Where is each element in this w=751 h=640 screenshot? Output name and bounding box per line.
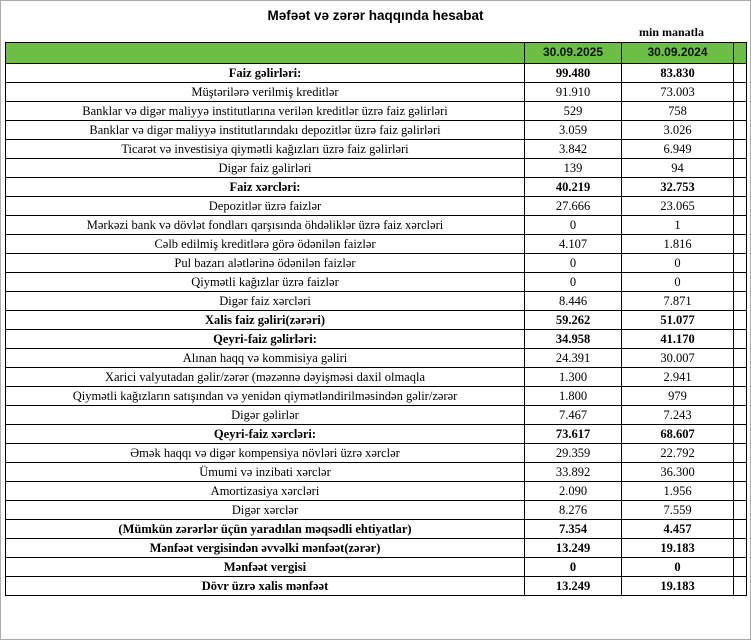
table-row (6, 406, 747, 425)
row-value: 19.183 (622, 539, 734, 558)
row-spacer (734, 406, 747, 425)
row-value: 0 (525, 216, 622, 235)
row-spacer (734, 387, 747, 406)
table-row (6, 292, 747, 311)
table-row (6, 520, 747, 539)
row-label: Qeyri-faiz xərcləri: (6, 425, 525, 444)
row-spacer (734, 539, 747, 558)
row-spacer (734, 254, 747, 273)
row-spacer (734, 159, 747, 178)
row-spacer (734, 482, 747, 501)
row-value: 24.391 (525, 349, 622, 368)
row-spacer (734, 197, 747, 216)
table-row (6, 216, 747, 235)
row-spacer (734, 520, 747, 539)
unit-label: min manatla (638, 25, 704, 39)
table-row (6, 64, 747, 83)
header-spacer-cell (734, 43, 747, 64)
table-row (6, 444, 747, 463)
table-row (6, 235, 747, 254)
row-label: Dövr üzrə xalis mənfəət (6, 577, 525, 596)
row-value: 32.753 (622, 178, 734, 197)
row-label: Amortizasiya xərcləri (6, 482, 525, 501)
row-label: Banklar və digər maliyyə institutlarına verilən kreditlər üzrə faiz gəlirləri (6, 102, 525, 121)
row-spacer (734, 102, 747, 121)
row-label: Digər faiz gəlirləri (6, 159, 525, 178)
row-value: 41.170 (622, 330, 734, 349)
table-row (6, 311, 747, 330)
row-spacer (734, 178, 747, 197)
row-value: 7.871 (622, 292, 734, 311)
row-value: 4.107 (525, 235, 622, 254)
row-spacer (734, 121, 747, 140)
row-spacer (734, 330, 747, 349)
table-row (6, 83, 747, 102)
table-row (6, 501, 747, 520)
row-spacer (734, 444, 747, 463)
row-value: 99.480 (525, 64, 622, 83)
row-value: 22.792 (622, 444, 734, 463)
row-label: Əmək haqqı və digər kompensiya növləri üzrə xərclər (6, 444, 525, 463)
row-label: Cəlb edilmiş kreditlərə görə ödənilən faizlər (6, 235, 525, 254)
row-value: 0 (622, 273, 734, 292)
row-value: 1.816 (622, 235, 734, 254)
row-value: 59.262 (525, 311, 622, 330)
row-value: 68.607 (622, 425, 734, 444)
row-value: 34.958 (525, 330, 622, 349)
row-value: 51.077 (622, 311, 734, 330)
row-label: Digər gəlirlər (6, 406, 525, 425)
row-value: 0 (525, 273, 622, 292)
row-value: 7.243 (622, 406, 734, 425)
table-row (6, 387, 747, 406)
row-spacer (734, 311, 747, 330)
row-label: Qeyri-faiz gəlirləri: (6, 330, 525, 349)
row-label: Müştərilərə verilmiş kreditlər (6, 83, 525, 102)
row-value: 29.359 (525, 444, 622, 463)
row-value: 13.249 (525, 577, 622, 596)
table-row (6, 178, 747, 197)
table-row (6, 463, 747, 482)
table-row (6, 425, 747, 444)
row-label: Digər xərclər (6, 501, 525, 520)
row-value: 139 (525, 159, 622, 178)
row-value: 2.090 (525, 482, 622, 501)
header-empty-cell (6, 43, 525, 64)
row-value: 1 (622, 216, 734, 235)
row-label: Xalis faiz gəliri(zərəri) (6, 311, 525, 330)
row-spacer (734, 83, 747, 102)
row-value: 27.666 (525, 197, 622, 216)
table-row (6, 254, 747, 273)
page-title: Məfəət və zərər haqqında hesabat (267, 8, 484, 23)
row-value: 8.446 (525, 292, 622, 311)
row-label: Banklar və digər maliyyə institutlarındakı depozitlər üzrə faiz gəlirləri (6, 121, 525, 140)
row-value: 94 (622, 159, 734, 178)
row-label: Ticarət və investisiya qiymətli kağızları üzrə faiz gəlirləri (6, 140, 525, 159)
row-spacer (734, 292, 747, 311)
table-row (6, 273, 747, 292)
row-value: 40.219 (525, 178, 622, 197)
table-row (6, 197, 747, 216)
header-date-2025: 30.09.2025 (525, 43, 622, 64)
row-spacer (734, 216, 747, 235)
row-label: Qiymətli kağızların satışından və yenidən qiymətləndirilməsindən gəlir/zərər (6, 387, 525, 406)
row-value: 73.617 (525, 425, 622, 444)
profit-loss-table (5, 42, 747, 596)
row-label: Alınan haqq və kommisiya gəliri (6, 349, 525, 368)
row-value: 0 (525, 558, 622, 577)
table-row (6, 102, 747, 121)
row-value: 979 (622, 387, 734, 406)
row-spacer (734, 368, 747, 387)
row-value: 529 (525, 102, 622, 121)
row-spacer (734, 425, 747, 444)
row-value: 3.842 (525, 140, 622, 159)
row-label: Ümumi və inzibati xərclər (6, 463, 525, 482)
row-value: 1.300 (525, 368, 622, 387)
row-value: 83.830 (622, 64, 734, 83)
row-value: 7.467 (525, 406, 622, 425)
table-row (6, 349, 747, 368)
table-row (6, 159, 747, 178)
row-label: Qiymətli kağızlar üzrə faizlər (6, 273, 525, 292)
row-value: 7.354 (525, 520, 622, 539)
row-value: 1.956 (622, 482, 734, 501)
table-body (6, 64, 747, 596)
row-value: 33.892 (525, 463, 622, 482)
row-value: 0 (525, 254, 622, 273)
row-value: 2.941 (622, 368, 734, 387)
table-row (6, 539, 747, 558)
row-value: 23.065 (622, 197, 734, 216)
table-row (6, 577, 747, 596)
row-spacer (734, 235, 747, 254)
table-header-row (6, 43, 747, 64)
table-row (6, 368, 747, 387)
row-value: 3.059 (525, 121, 622, 140)
row-value: 8.276 (525, 501, 622, 520)
table-row (6, 330, 747, 349)
row-label: Pul bazarı alətlərinə ödənilən faizlər (6, 254, 525, 273)
row-value: 19.183 (622, 577, 734, 596)
row-label: Faiz gəlirləri: (6, 64, 525, 83)
row-value: 0 (622, 254, 734, 273)
row-spacer (734, 501, 747, 520)
row-label: (Mümkün zərərlər üçün yaradılan məqsədli ehtiyatlar) (6, 520, 525, 539)
row-value: 0 (622, 558, 734, 577)
row-label: Faiz xərcləri: (6, 178, 525, 197)
row-label: Digər faiz xərcləri (6, 292, 525, 311)
row-value: 1.800 (525, 387, 622, 406)
row-value: 30.007 (622, 349, 734, 368)
table-row (6, 482, 747, 501)
table-row (6, 121, 747, 140)
row-value: 91.910 (525, 83, 622, 102)
row-value: 758 (622, 102, 734, 121)
row-label: Mənfəət vergisi (6, 558, 525, 577)
row-spacer (734, 558, 747, 577)
row-label: Xarici valyutadan gəlir/zərər (məzənnə dəyişməsi daxil olmaqla (6, 368, 525, 387)
table-row (6, 140, 747, 159)
table-row (6, 558, 747, 577)
row-label: Mərkəzi bank və dövlət fondları qarşısında öhdəliklər üzrə faiz xərcləri (6, 216, 525, 235)
row-value: 73.003 (622, 83, 734, 102)
row-value: 13.249 (525, 539, 622, 558)
row-value: 36.300 (622, 463, 734, 482)
row-label: Depozitlər üzrə faizlər (6, 197, 525, 216)
row-spacer (734, 64, 747, 83)
row-value: 3.026 (622, 121, 734, 140)
row-value: 6.949 (622, 140, 734, 159)
row-label: Mənfəət vergisindən əvvəlki mənfəət(zərər) (6, 539, 525, 558)
row-spacer (734, 140, 747, 159)
row-value: 4.457 (622, 520, 734, 539)
header-date-2024: 30.09.2024 (622, 43, 734, 64)
row-spacer (734, 349, 747, 368)
row-value: 7.559 (622, 501, 734, 520)
row-spacer (734, 273, 747, 292)
row-spacer (734, 463, 747, 482)
row-spacer (734, 577, 747, 596)
